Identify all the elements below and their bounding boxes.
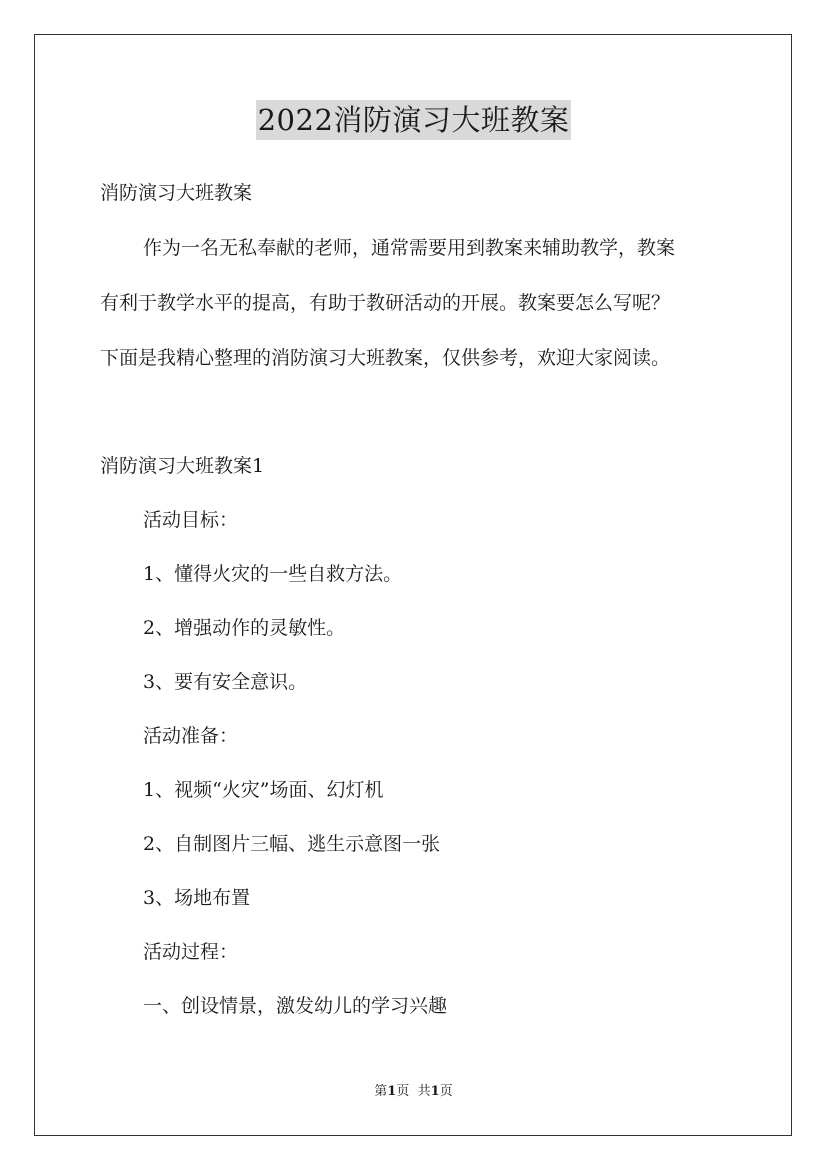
footer-page-number: 1 — [387, 1084, 397, 1099]
document-subtitle: 消防演习大班教案 — [100, 182, 253, 204]
page-footer — [0, 1083, 827, 1101]
intro-line-1: 作为一名无私奉献的老师，通常需要用到教案来辅助教学，教案 — [143, 237, 676, 259]
body-line-2: 1、懂得火灾的一些自救方法。 — [143, 563, 403, 585]
footer-total-suffix: 页 — [439, 1084, 453, 1099]
title-container — [0, 100, 827, 140]
body-line-7: 2、自制图片三幅、逃生示意图一张 — [143, 833, 441, 855]
intro-line-3: 下面是我精心整理的消防演习大班教案，仅供参考，欢迎大家阅读。 — [100, 347, 671, 369]
body-line-3: 2、增强动作的灵敏性。 — [143, 617, 346, 639]
document-title: 2022消防演习大班教案 — [256, 100, 572, 140]
body-line-6: 1、视频“火灾”场面、幻灯机 — [143, 779, 384, 801]
footer-prefix: 第 — [374, 1084, 388, 1099]
body-line-4: 3、要有安全意识。 — [143, 671, 308, 693]
body-line-10: 一、创设情景，激发幼儿的学习兴趣 — [143, 995, 448, 1017]
body-line-9: 活动过程： — [143, 941, 239, 963]
section-heading: 消防演习大班教案1 — [100, 455, 265, 477]
body-line-1: 活动目标： — [143, 509, 239, 531]
intro-line-2: 有利于教学水平的提高，有助于教研活动的开展。教案要怎么写呢？ — [100, 292, 671, 314]
footer-page-suffix: 页 — [396, 1084, 410, 1099]
footer-total-prefix: 共 — [417, 1084, 431, 1099]
body-line-8: 3、场地布置 — [143, 887, 251, 909]
body-line-5: 活动准备： — [143, 725, 239, 747]
footer-total-pages: 1 — [430, 1084, 440, 1099]
